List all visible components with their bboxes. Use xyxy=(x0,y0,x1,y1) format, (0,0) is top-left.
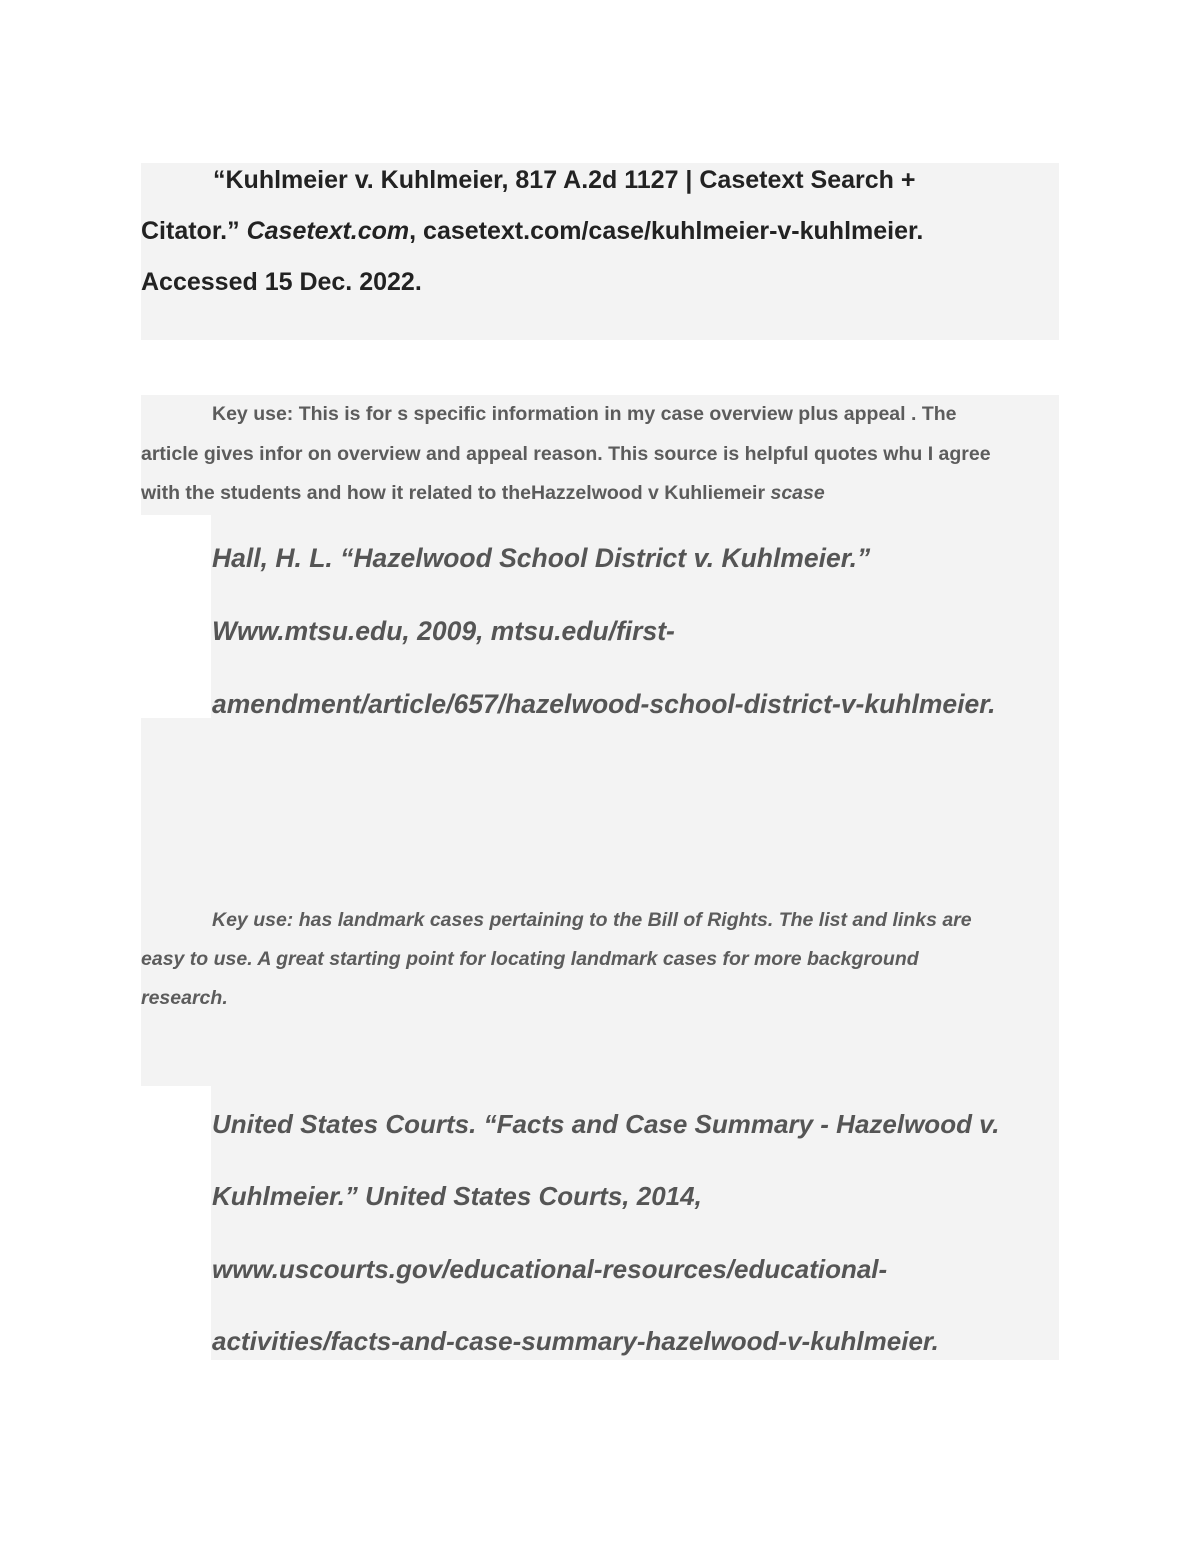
keyuse-casetext-line-3 xyxy=(141,482,825,505)
keyuse-mtsu-line-3: research. xyxy=(141,987,228,1009)
citation-casetext-line-2 xyxy=(141,217,923,246)
shade-mid xyxy=(141,718,1059,1086)
citation-uscourts-line-2: Kuhlmeier.” United States Courts, 2014, xyxy=(212,1181,702,1211)
citation-mtsu-line-2: Www.mtsu.edu, 2009, mtsu.edu/first- xyxy=(212,616,675,646)
keyuse-mtsu-line-2: easy to use. A great starting point for locating landmark cases for more background xyxy=(141,948,919,970)
citation-uscourts-line-3: www.uscourts.gov/educational-resources/educational- xyxy=(212,1254,888,1284)
keyuse-mtsu-line-1: Key use: has landmark cases pertaining to the Bill of Rights. The list and links are xyxy=(212,909,972,931)
citation-casetext-site: Casetext.com xyxy=(246,217,410,245)
citation-mtsu-line-1: Hall, H. L. “Hazelwood School District v. Kuhlmeier.” xyxy=(212,543,871,573)
keyuse-casetext-line-3-text: with the students and how it related to theHazzelwood v Kuhliemeir xyxy=(141,482,771,504)
citation-casetext-accessed: Accessed 15 Dec. 2022. xyxy=(141,268,422,296)
keyuse-casetext-line-1: Key use: This is for s specific information in my case overview plus appeal . The xyxy=(212,403,957,425)
keyuse-casetext-line-3-italic: scase xyxy=(770,482,825,504)
citation-casetext-line-1: “Kuhlmeier v. Kuhlmeier, 817 A.2d 1127 | Casetext Search + xyxy=(213,166,916,194)
keyuse-casetext-line-2: article gives infor on overview and appeal reason. This source is helpful quotes whu I agree xyxy=(141,443,991,465)
citation-casetext-url: , casetext.com/case/kuhlmeier-v-kuhlmeier. xyxy=(409,217,924,245)
citation-uscourts-line-4: activities/facts-and-case-summary-hazelwood-v-kuhlmeier. xyxy=(212,1326,939,1356)
citation-mtsu-line-3: amendment/article/657/hazelwood-school-district-v-kuhlmeier. xyxy=(212,689,996,719)
citation-casetext-title-end: Citator.” xyxy=(141,217,247,245)
citation-uscourts-line-1: United States Courts. “Facts and Case Summary - Hazelwood v. xyxy=(212,1109,1000,1139)
